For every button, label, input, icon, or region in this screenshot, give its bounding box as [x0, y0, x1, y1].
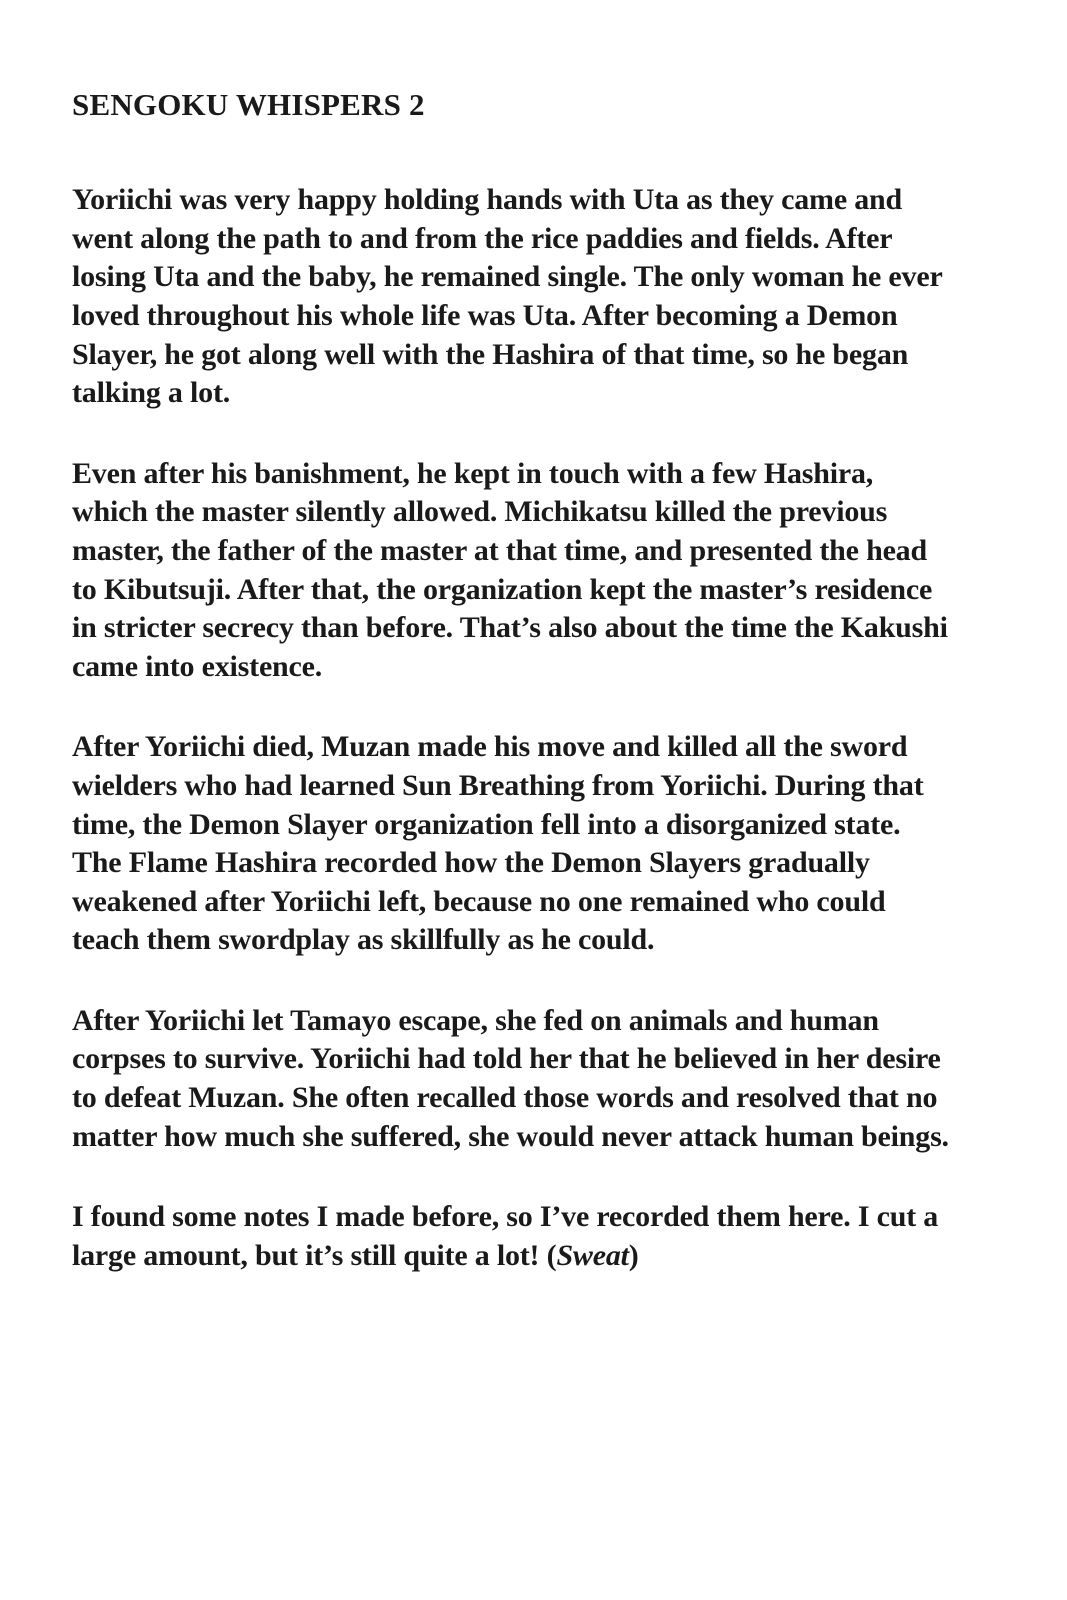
paragraph-5-suffix: ) [628, 1238, 639, 1272]
paragraph-5 [72, 1198, 950, 1275]
document-content [72, 86, 950, 1317]
paragraph-4: After Yoriichi let Tamayo escape, she fed on animals and human corpses to survive. Yoriichi had told her that he believed in her desire to defeat Muzan. She often recalled those words and resolved that no matter how much she suffered, she would never attack human beings. [72, 1003, 949, 1153]
paragraph-2: Even after his banishment, he kept in touch with a few Hashira, which the master silently allowed. Michikatsu killed the previous master, the father of the master at that time, and presented the head to Kibutsuji. After that, the organization kept the master’s residence in stricter secrecy than before. That’s also about the time the Kakushi came into existence. [72, 456, 948, 683]
paragraph-5-italic-word: Sweat [556, 1238, 629, 1272]
paragraph-3: After Yoriichi died, Muzan made his move and killed all the sword wielders who had learned Sun Breathing from Yoriichi. During that time, the Demon Slayer organization fell into a disorganized state. The Flame Hashira recorded how the Demon Slayers gradually weakened after Yoriichi left, because no one remained who could teach them swordplay as skillfully as he could. [72, 730, 924, 957]
paragraph-5-text: I found some notes I made before, so I’ve recorded them here. I cut a large amount, but it’s still quite a lot! ( [72, 1200, 939, 1272]
page-title: SENGOKU WHISPERS 2 [72, 87, 425, 122]
paragraph-1: Yoriichi was very happy holding hands with Uta as they came and went along the path to and from the rice paddies and fields. After losing Uta and the baby, he remained single. The only woman he ever loved throughout his whole life was Uta. After becoming a Demon Slayer, he got along well with the Hashira of that time, so he began talking a lot. [72, 183, 943, 410]
